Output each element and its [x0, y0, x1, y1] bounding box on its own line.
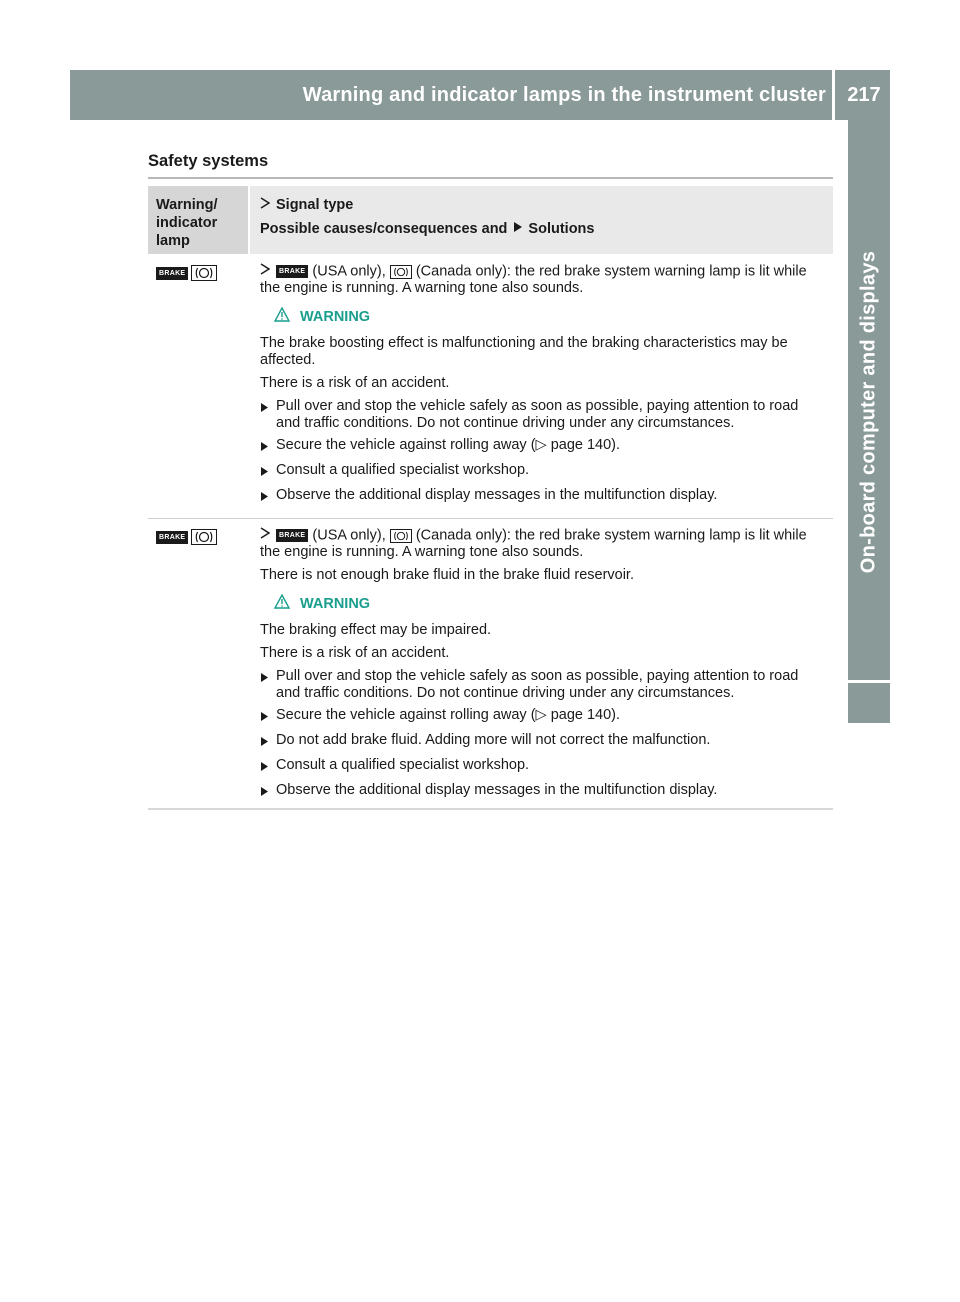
side-tab-label: On-board computer and displays — [857, 250, 880, 574]
warning-heading — [274, 307, 825, 327]
description-cell — [250, 263, 833, 513]
warning-label: WARNING — [300, 595, 371, 612]
header-title: Warning and indicator lamps in the instrument cluster — [302, 84, 826, 106]
action-arrow-icon — [260, 490, 272, 507]
col2-header — [250, 186, 833, 254]
risk-text: There is a risk of an accident. — [260, 375, 450, 392]
signal-text-prefix: (USA only), — [312, 527, 386, 544]
table-header — [148, 186, 833, 254]
brake-lamp-icon: BRAKE — [156, 531, 188, 544]
action-arrow-icon — [260, 465, 272, 482]
col2-header-line1: Signal type — [276, 197, 354, 213]
risk-text: There is a risk of an accident. — [260, 645, 450, 662]
brake-circle-lamp-icon — [390, 529, 412, 543]
action-item: Observe the additional display messages in the multifunction display. — [260, 487, 825, 507]
action-arrow-icon — [260, 440, 272, 457]
signal-text-suffix: (Canada only): the red brake system warning lamp is lit while the engine is running. A warning tone also sounds. — [260, 263, 807, 297]
table-row — [148, 263, 833, 513]
signal-triangle-icon — [260, 527, 270, 544]
action-item: Do not add brake fluid. Adding more will not correct the malfunction. — [260, 732, 825, 752]
side-tab-marker — [848, 683, 890, 723]
action-item: Secure the vehicle against rolling away (▷ page 140). — [260, 707, 825, 727]
lamp-cell — [148, 263, 250, 513]
action-item: Observe the additional display messages in the multifunction display. — [260, 782, 825, 802]
lamp-cell — [148, 527, 250, 803]
header-separator — [832, 70, 835, 120]
cause-text: There is not enough brake fluid in the brake fluid reservoir. — [260, 567, 634, 584]
action-item: Secure the vehicle against rolling away (▷ page 140). — [260, 437, 825, 457]
signal-triangle-icon — [260, 263, 270, 280]
signal-text-prefix: (USA only), — [312, 263, 386, 280]
action-arrow-icon — [260, 735, 272, 752]
action-arrow-icon — [260, 785, 272, 802]
warning-triangle-icon — [274, 307, 300, 327]
bottom-rule — [148, 808, 833, 810]
brake-circle-lamp-icon — [390, 265, 412, 279]
action-arrow-icon — [513, 220, 523, 238]
signal-triangle-icon — [260, 196, 270, 214]
top-rule — [148, 177, 833, 179]
action-item: Consult a qualified specialist workshop. — [260, 757, 825, 777]
brake-lamp-icon: BRAKE — [276, 529, 308, 542]
warning-label: WARNING — [300, 308, 371, 325]
action-arrow-icon — [260, 760, 272, 777]
row-divider — [148, 518, 833, 519]
warning-text: The brake boosting effect is malfunctioning and the braking characteristics may be affected. — [260, 335, 788, 369]
section-title: Safety systems — [148, 152, 269, 170]
warning-triangle-icon — [274, 594, 300, 614]
warning-heading — [274, 594, 825, 614]
col2-header-line2-suffix: Solutions — [528, 221, 595, 237]
description-cell — [250, 527, 833, 803]
action-arrow-icon — [260, 710, 272, 727]
brake-circle-lamp-icon — [191, 265, 217, 281]
action-arrow-icon — [260, 671, 272, 702]
table-row — [148, 527, 833, 803]
col2-header-line2: Possible causes/consequences and — [260, 221, 508, 237]
action-arrow-icon — [260, 401, 272, 432]
warning-text: The braking effect may be impaired. — [260, 622, 492, 639]
action-item: Pull over and stop the vehicle safely as soon as possible, paying attention to road and traffic conditions. Do not continue driving under any circumstances. — [260, 398, 825, 432]
brake-lamp-icon: BRAKE — [276, 265, 308, 278]
action-item: Pull over and stop the vehicle safely as soon as possible, paying attention to road and traffic conditions. Do not continue driving under any circumstances. — [260, 668, 825, 702]
signal-text-suffix: (Canada only): the red brake system warning lamp is lit while the engine is running. A warning tone also sounds. — [260, 527, 807, 561]
page-number: 217 — [847, 84, 881, 106]
brake-lamp-icon: BRAKE — [156, 267, 188, 280]
brake-circle-lamp-icon — [191, 529, 217, 545]
action-item: Consult a qualified specialist workshop. — [260, 462, 825, 482]
col1-header: Warning/ indicator lamp — [148, 186, 248, 254]
